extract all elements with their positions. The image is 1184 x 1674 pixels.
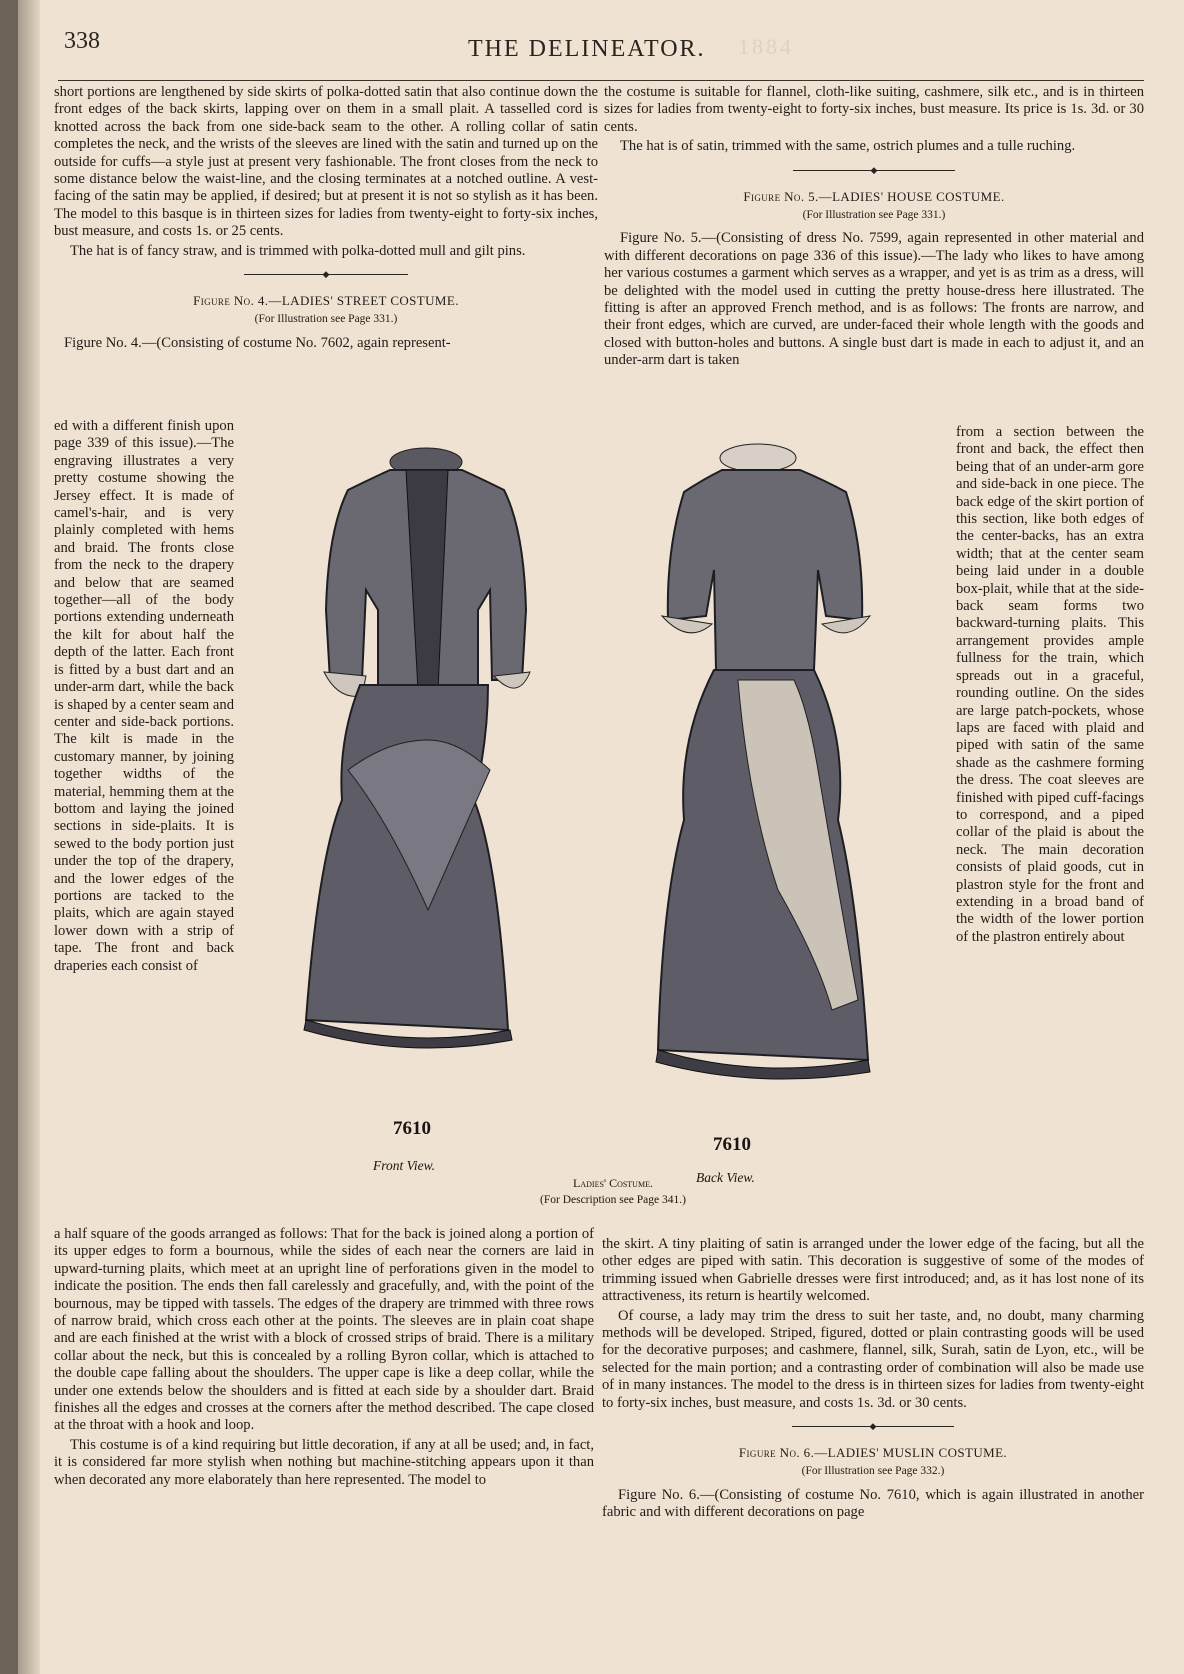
- section-heading: Figure No. 5.—LADIES' HOUSE COSTUME.: [743, 188, 1005, 204]
- front-view-label: Front View.: [373, 1158, 435, 1173]
- front-pattern-number: 7610: [393, 1118, 431, 1139]
- paragraph: the skirt. A tiny plaiting of satin is arranged under the lower edge of the facing, but all the other edges are piped with satin. This decoration is suggestive of some of the modes of trimming issued when Gabrielle dresses were first introduced; and, as it has lost none of its attractiveness, its return is heartily welcomed.: [602, 1236, 1144, 1305]
- section-heading: Figure No. 6.—LADIES' MUSLIN COSTUME.: [738, 1445, 1008, 1461]
- binding-gutter: [18, 0, 40, 1674]
- fashion-illustration: [278, 440, 918, 1200]
- left-column-bottom: [54, 1226, 594, 1491]
- paragraph: short portions are lengthened by side skirts of polka-dotted satin that also continue down the front edges of the back skirts, lapping over on them in a small plait. A tasselled cord is knotted across the back from one side-back seam to the other. A rolling collar of satin completes the neck, and the wrists of the sleeves are lined with the satin and turned up on the outside for cuffs—a style just at present very fashionable. The front closes from the neck to some distance below the waist-line, and the closing terminates at a notched outline. A vest-facing of the satin may be applied, if desired; but at present it is not so stylish as it has been. The model to this basque is in thirteen sizes for ladies from twenty-eight to forty-six inches, bust measure, and costs 1s. or 25 cents.: [54, 84, 598, 240]
- paragraph: This costume is of a kind requiring but little decoration, if any at all be used; and, in fact, it is considered far more stylish when nothing but machine-stitching appears upon it than when decorated any more elaborately than here represented. The model to: [54, 1436, 594, 1488]
- illustration-caption-sub: (For Description see Page 341.): [540, 1194, 686, 1206]
- right-narrow-column: [956, 424, 1144, 948]
- section-heading: Figure No. 4.—LADIES' STREET COSTUME.: [193, 293, 459, 309]
- paragraph: a half square of the goods arranged as follows: That for the back is joined along a portion of its upper edges to form a bournous, while the sides of each near the corners are laid in upward-turning plaits, which meet at an upright line of perforations given in the model to indicate the position. The ends then fall carelessly and gracefully, and, with the point of the bournous, may be tipped with tassels. The edges of the drapery are trimmed with three rows of narrow braid, which cross each other at the points. The sleeves are in plain coat shape and are each finished at the wrist with a block of crossed strips of braid. There is a military collar about the neck, but this is concealed by a rolling Byron collar, which is attached to the double cape falling about the shoulders. The upper cape is like a deep collar, while the under one extends below the shoulders and is fitted at each side by a shoulder dart. Braid finishes all the edges and crosses at the corners after the method described. The cape closed at the throat with a hook and loop.: [54, 1226, 594, 1434]
- magazine-page: [18, 0, 1184, 1674]
- paragraph: ed with a different finish upon page 339 of this issue).—The engraving illustrates a very pretty costume showing the Jersey effect. It is made of camel's-hair, and is very plainly completed with hems and braid. The fronts close from the neck to the drapery and below that are seamed together—all of the body portions extending underneath the kilt for about half the depth of the latter. Each front is fitted by a bust dart and an under-arm dart, while the back is shaped by a center seam and center and side-back portions. The kilt is made in the customary manner, by joining together widths of the material, hemming them at the bottom and laying the joined sections in side-plaits. It is sewed to the body portion just under the top of the drapery, and the lower edges of the portions are tacked to the plaits, which are again stayed lower down with a strip of tape. The front and back draperies each consist of: [54, 418, 234, 974]
- running-header: [18, 28, 1184, 68]
- illustration-caption: Ladies' Costume.: [573, 1176, 653, 1190]
- right-column-bottom: [602, 1236, 1144, 1524]
- paragraph: Figure No. 4.—(Consisting of costume No. 7602, again represent-: [64, 334, 451, 351]
- back-view-label: Back View.: [696, 1170, 755, 1185]
- paragraph: Figure No. 6.—(Consisting of costume No. 7610, which is again illustrated in another fabric and with different decorations on page: [602, 1486, 1144, 1521]
- section-ornament: [604, 166, 1144, 174]
- paragraph: Of course, a lady may trim the dress to suit her taste, and, no doubt, many charming methods will be developed. Striped, figured, dotted or plain contrasting goods will be used for the decorative purposes; and cashmere, flannel, silk, Surah, satin de Lyon, etc., will be selected for the main portion; and a contrasting order of combination will also be made use of in many instances. The model to the dress is in thirteen sizes for ladies from twenty-eight to forty-six inches, bust measure, and costs 1s. 3d. or 30 cents.: [602, 1307, 1144, 1411]
- paragraph: from a section between the front and back, the effect then being that of an under-arm gore and side-back in one piece. The back edge of the skirt portion of this section, like both edges of the center-backs, has an extra width; that at the center seam being laid under in a double box-plait, while that at the side-back seam forms two backward-turning plaits. This arrangement provides ample fullness for the train, which spreads out in a graceful, rounding outline. On the sides are large patch-pockets, whose laps are faced with plaid and piped with satin of the same shade as the cashmere forming the dress. The coat sleeves are finished with piped cuff-facings to correspond, and a piped collar of the plaid is about the neck. The main decoration consists of plaid goods, cut in plastron style for the front and extending in a broad band of the width of the lower portion of the plastron entirely about: [956, 424, 1144, 945]
- section-subheading: (For Illustration see Page 331.): [254, 313, 398, 326]
- paragraph: The hat is of satin, trimmed with the same, ostrich plumes and a tulle ruching.: [620, 138, 1076, 155]
- left-column-top: [54, 84, 598, 354]
- paragraph: Figure No. 5.—(Consisting of dress No. 7599, again represented in other material and with different decorations on page 336 of this issue).—The lady who likes to have among her various costumes a garment which serves as a wrapper, and yet is as trim as a dress, will be delighted with the model used in cutting the pretty house-dress here illustrated. The fitting is after an approved French method, and is as follows: The fronts are narrow, and their front edges, which are curved, are under-faced their whole length with the goods and closed with button-holes and buttons. A single bust dart is made in each to adjust it, and an under-arm dart is taken: [604, 230, 1144, 369]
- section-subheading: (For Illustration see Page 332.): [801, 1465, 945, 1478]
- paragraph: the costume is suitable for flannel, cloth-like suiting, cashmere, silk etc., and is in thirteen sizes for ladies from twenty-eight to forty-six inches, bust measure. Its price is 1s. 3d. or 30 cents.: [604, 84, 1144, 135]
- back-pattern-number: 7610: [713, 1134, 751, 1155]
- section-subheading: (For Illustration see Page 331.): [802, 209, 946, 222]
- left-narrow-column: [54, 418, 234, 977]
- section-ornament: [602, 1422, 1144, 1430]
- dress-engraving: [278, 440, 918, 1080]
- paragraph: The hat is of fancy straw, and is trimmed with polka-dotted mull and gilt pins.: [70, 242, 526, 259]
- bleed-through-mark: 1884: [738, 34, 794, 59]
- right-column-top: [604, 84, 1144, 372]
- front-view-dress: [304, 448, 530, 1048]
- header-rule: [58, 80, 1144, 81]
- page-title: THE DELINEATOR.: [468, 36, 706, 62]
- back-view-dress: [656, 444, 870, 1079]
- section-ornament: [54, 270, 598, 278]
- page-number: 338: [64, 28, 100, 54]
